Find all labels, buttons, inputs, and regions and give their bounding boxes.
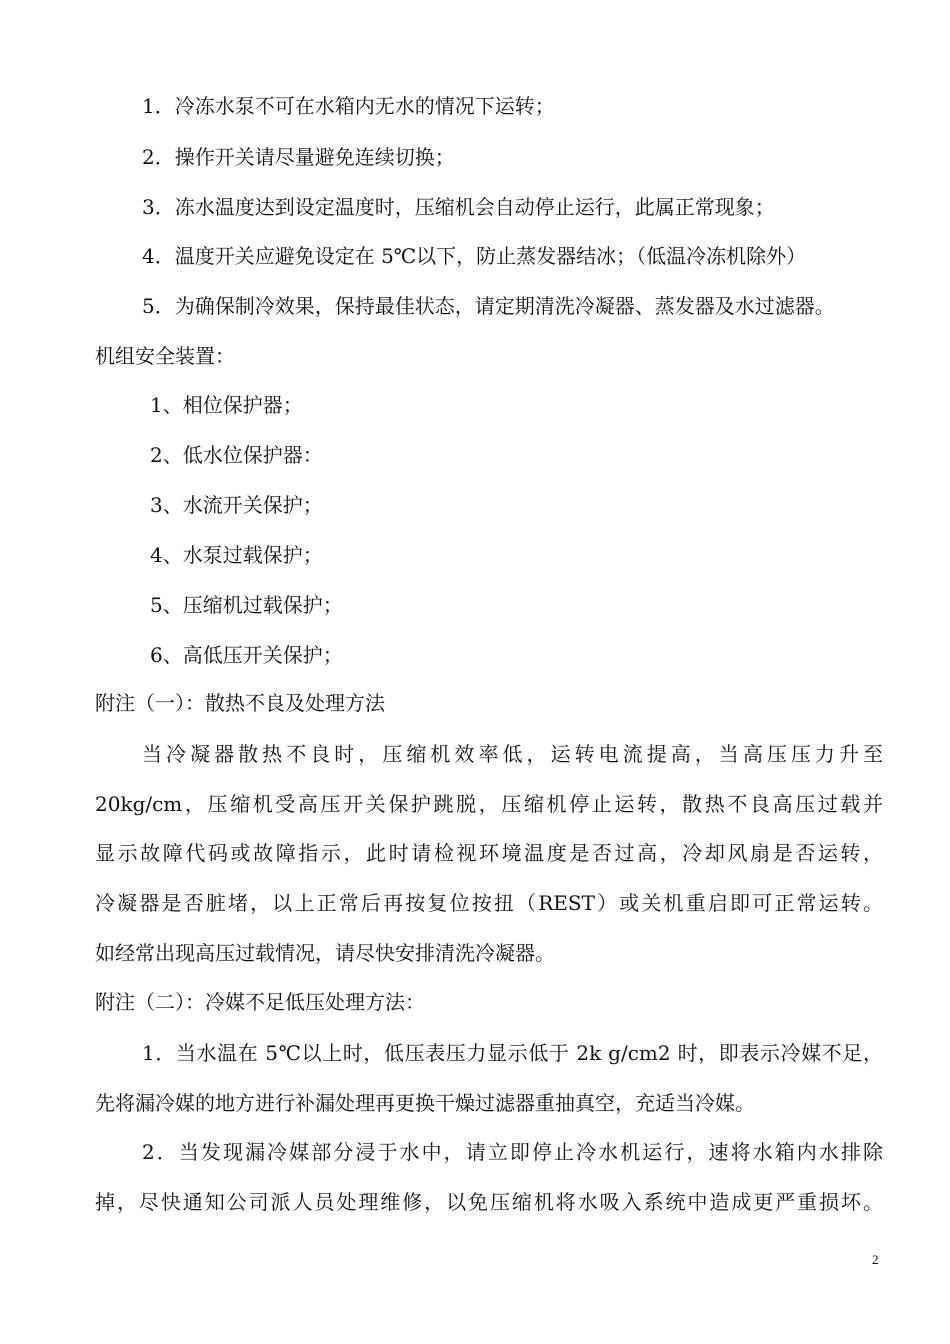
appendix1-line-3: 显示故障代码或故障指示，此时请检视环境温度是否过高，冷却风扇是否运转， <box>95 841 883 865</box>
appendix1-line-4: 冷凝器是否脏堵，以上正常后再按复位按扭（REST）或关机重启即可正常运转。 <box>95 891 883 915</box>
safety-item-3: 3、水流开关保护； <box>150 493 323 517</box>
note-2: 2．操作开关请尽量避免连续切换； <box>142 145 455 169</box>
appendix2-line-1: 1．当水温在 5℃以上时，低压表压力显示低于 2k g/cm2 时，即表示冷媒不足， <box>142 1041 883 1065</box>
safety-item-4: 4、水泵过载保护； <box>150 543 323 567</box>
safety-item-5: 5、压缩机过载保护； <box>150 593 343 617</box>
note-3: 3．冻水温度达到设定温度时，压缩机会自动停止运行，此属正常现象； <box>142 195 775 219</box>
safety-item-6: 6、高低压开关保护； <box>150 643 343 667</box>
appendix2-heading: 附注（二）：冷媒不足低压处理方法： <box>95 990 425 1014</box>
safety-item-2: 2、低水位保护器： <box>150 443 323 467</box>
note-4: 4．温度开关应避免设定在 5℃以下，防止蒸发器结冰；（低温冷冻机除外） <box>142 244 807 268</box>
appendix1-line-1: 当冷凝器散热不良时，压缩机效率低，运转电流提高，当高压压力升至 <box>142 742 883 766</box>
page-number: 2 <box>872 1252 879 1267</box>
note-1: 1．冷冻水泵不可在水箱内无水的情况下运转； <box>142 94 555 118</box>
safety-item-1: 1、相位保护器； <box>150 393 303 417</box>
note-5: 5．为确保制冷效果，保持最佳状态，请定期清洗冷凝器、蒸发器及水过滤器。 <box>142 294 835 318</box>
appendix1-line-2: 20kg/cm，压缩机受高压开关保护跳脱，压缩机停止运转，散热不良高压过载并 <box>95 792 883 816</box>
appendix1-heading: 附注（一）：散热不良及处理方法 <box>95 691 385 715</box>
appendix2-line-4: 掉，尽快通知公司派人员处理维修，以免压缩机将水吸入系统中造成更严重损坏。 <box>95 1190 883 1214</box>
appendix2-line-3: 2．当发现漏冷媒部分浸于水中，请立即停止冷水机运行，速将水箱内水排除 <box>142 1140 883 1164</box>
safety-heading: 机组安全装置： <box>95 344 235 368</box>
appendix1-line-5: 如经常出现高压过载情况，请尽快安排清洗冷凝器。 <box>95 941 555 965</box>
appendix2-line-2: 先将漏冷媒的地方进行补漏处理再更换干燥过滤器重抽真空，充适当冷媒。 <box>95 1091 755 1115</box>
